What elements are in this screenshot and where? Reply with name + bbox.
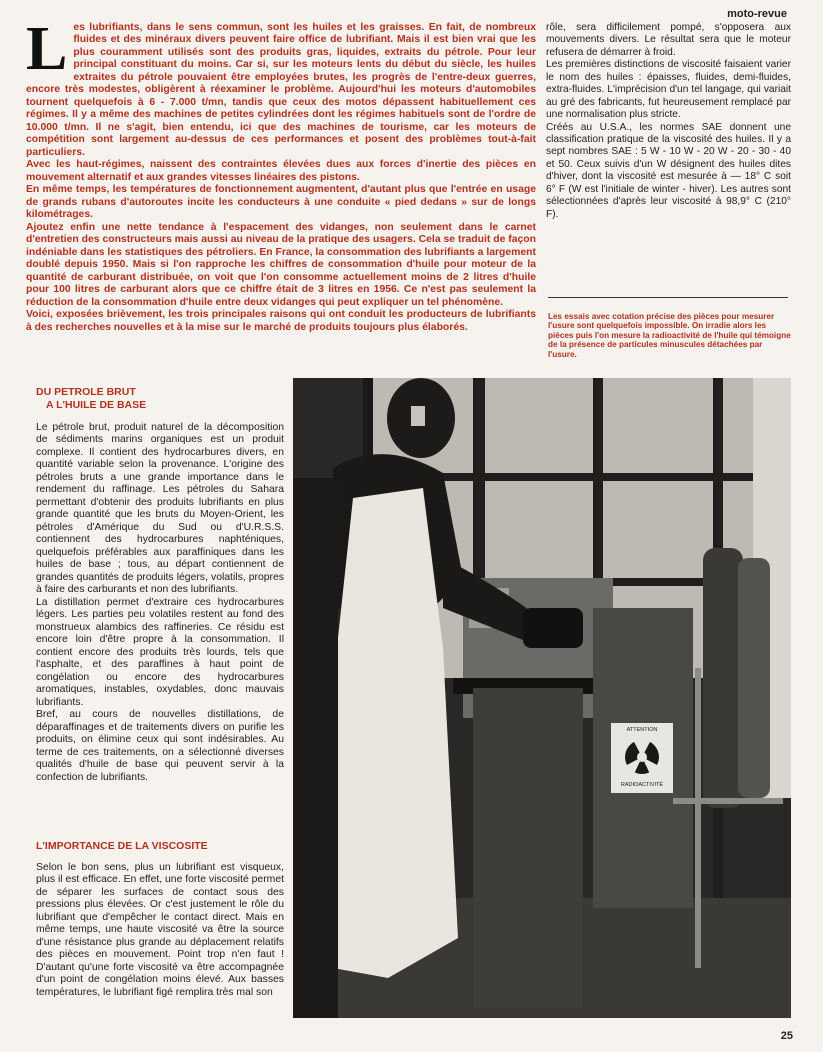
right-column-text xyxy=(546,22,791,221)
sign-top-text: ATTENTION xyxy=(626,727,658,733)
body-paragraph: Les premières distinctions de viscosité faisaient varier le nom des huiles : épaisses, fluides, demi-fluides, extra-fluides. L'imprécision d'un tel langage, qui variait au gré des fabricants, fut heureusement remplacé par une normalisation plus stricte. xyxy=(546,59,791,121)
heading-line: DU PETROLE BRUT xyxy=(36,386,136,398)
sign-bottom-text: RADIOACTIVITÉ xyxy=(620,782,664,788)
intro-paragraph: En même temps, les températures de fonctionnement augmentent, d'autant plus que l'entrée en usage de grands rubans d'autoroutes incite les conducteurs à une conduite « pied dedans » sur de longs kilométrages. xyxy=(26,184,536,221)
body-paragraph: rôle, sera difficilement pompé, s'opposera aux mouvements divers. Le résultat sera que le moteur refusera de démarrer à froid. xyxy=(546,22,791,58)
magazine-name: moto-revue xyxy=(727,8,787,20)
intro-paragraph: Ajoutez enfin une nette tendance à l'espacement des vidanges, non seulement dans le carnet d'entretien des constructeurs mais aussi au niveau de la pratique des usagers. Cela se traduit de façon indéniable dans les statistiques des pétroliers. En France, la consommation des lubrifiants a largement doublé depuis 1950. Mais si l'on rapproche les chiffres de consommation d'huile pour moteur de la quantité de carburant distribuée, on voit que l'on consomme actuellement moins de 2 litres d'huile pour 100 litres de carburant alors que ce chiffre était de 3 litres en 1956. Ce n'est pas seulement la réduction de la consommation d'huile entre deux vidanges qui peut expliquer un tel phénomène. xyxy=(26,221,536,308)
intro-paragraph: Voici, exposées brièvement, les trois principales raisons qui ont conduit les producteurs de lubrifiants à des recherches nouvelles et à la mise sur le marché de produits toujours plus élaborés. xyxy=(26,309,536,333)
lab-photo xyxy=(293,378,791,1018)
body-paragraph: Créés au U.S.A., les normes SAE donnent une classification pratique de la viscosité des huiles. Il y a sept nombres SAE : 5 W - 10 W - 20 W - 20 - 30 - 40 et 50. Ceux suivis d'un W désignent des huiles dites d'hiver, dont la viscosité est mesurée à — 18° C soit 6° F (W est l'initiale de winter - hiver). Les autres sont sélectionnées d'après leur viscosité à 98,9° C (210° F). xyxy=(546,121,791,220)
photo-caption: Les essais avec cotation précise des pièces pour mesurer l'usure sont quelquefois impossible. On irradie alors les pièces puis l'on mesure la radioactivité de l'huile qui témoigne de la présence de particules minuscules détachées par l'usure. xyxy=(548,312,791,359)
page-number: 25 xyxy=(780,1030,793,1042)
drop-cap: L xyxy=(26,15,68,83)
body-paragraph: Le pétrole brut, produit naturel de la décomposition de sédiments marins organiques est un produit complexe. Il contient des hydrocarbures divers, en quantité variable selon la provenance. L'origine des pétroles bruts a une grande importance dans le rendement du raffinage. Les pétroles du Sahara permettant d'obtenir des produits lubrifiants en plus grande quantité que les bruts du Moyen-Orient, les pétroles d'Amérique du Sud ou d'U.R.S.S. contiennent des hydrocarbures naphténiques, quelquefois préférables aux paraffiniques dans les huiles de base ; tous, au départ contiennent de grandes quantités de produits légers, volatils, propres à faire des carburants et non des lubrifiants. xyxy=(36,422,284,596)
intro-paragraph: Avec les haut-régimes, naissent des contraintes élevées dues aux forces d'inertie des pièces en mouvement alternatif et aux grandes vitesses linéaires des pistons. xyxy=(26,159,536,183)
section-heading-viscosite: L'IMPORTANCE DE LA VISCOSITE xyxy=(36,840,208,852)
divider-rule xyxy=(548,297,788,298)
section-heading-petrole xyxy=(36,386,146,411)
intro-paragraph: es lubrifiants, dans le sens commun, sont les huiles et les graisses. En fait, de nombreux fluides et des minéraux divers peuvent faire office de lubrifiant. Mais il est bien vrai que les plus couramment utilisés sont des produits gras, liquides, extraits du pétrole. Pour leur principal constituant du moins. Car si, sur les moteurs lents du début du siècle, les huiles extraites du pétrole pouvaient être employées brutes, les progrès de l'entre-deux guerres, encore très modestes, obligèrent à réexaminer le problème. Aujourd'hui les moteurs d'automobiles tournent quelquefois à 6 - 7.000 t/mn, tandis que ceux des motos dépassent habituellement ces régimes. Il y a même des machines de petites cylindrées dont les régimes habituels sont de l'ordre de 10.000 t/mn. Il ne s'agit, bien entendu, ici que des machines de tourisme, car les moteurs de compétition sont largement au-dessus de ces performances et posent des problèmes tout-à-fait particuliers. xyxy=(26,22,536,158)
section-petrole-text xyxy=(36,422,284,784)
body-paragraph: La distillation permet d'extraire ces hydrocarbures légers. Les parties peu volatiles restent au fond des monstrueux alambics des raffineries. Ce résidu est encore loin d'être propre à la consommation. Il contient encore des produits très lourds, tels que l'asphalte, et des paraffines à haut point de congélation ou encore des hydrocarbures aromatiques, instables, oxydables, donc mauvais lubrifiants. xyxy=(36,596,284,708)
body-paragraph: Selon le bon sens, plus un lubrifiant est visqueux, plus il est efficace. En effet, une forte viscosité permet de séparer les surfaces de contact sous des pressions plus élevées. Or c'est justement le rôle du lubrifiant que d'empêcher le contact direct. Mais en même temps, une haute viscosité va être la source d'une résistance plus grande au déplacement relatifs des pièces en mouvement. Point trop n'en faut ! D'autant qu'une forte viscosité va être accompagnée d'un point de congélation moins élevé. Aux basses températures, le lubrifiant figé remplira très mal son xyxy=(36,862,284,998)
heading-line: A L'HUILE DE BASE xyxy=(46,398,147,411)
body-paragraph: Bref, au cours de nouvelles distillations, de déparaffinages et de traitements divers on purifie les produits, on élimine ceux qui sont indésirables. Au terme de ces traitements, on a sélectionné diverses qualités d'huile de base qui peuvent servir à la confection de lubrifiants. xyxy=(36,709,284,783)
section-viscosite-text xyxy=(36,862,284,999)
intro-text xyxy=(26,15,536,334)
